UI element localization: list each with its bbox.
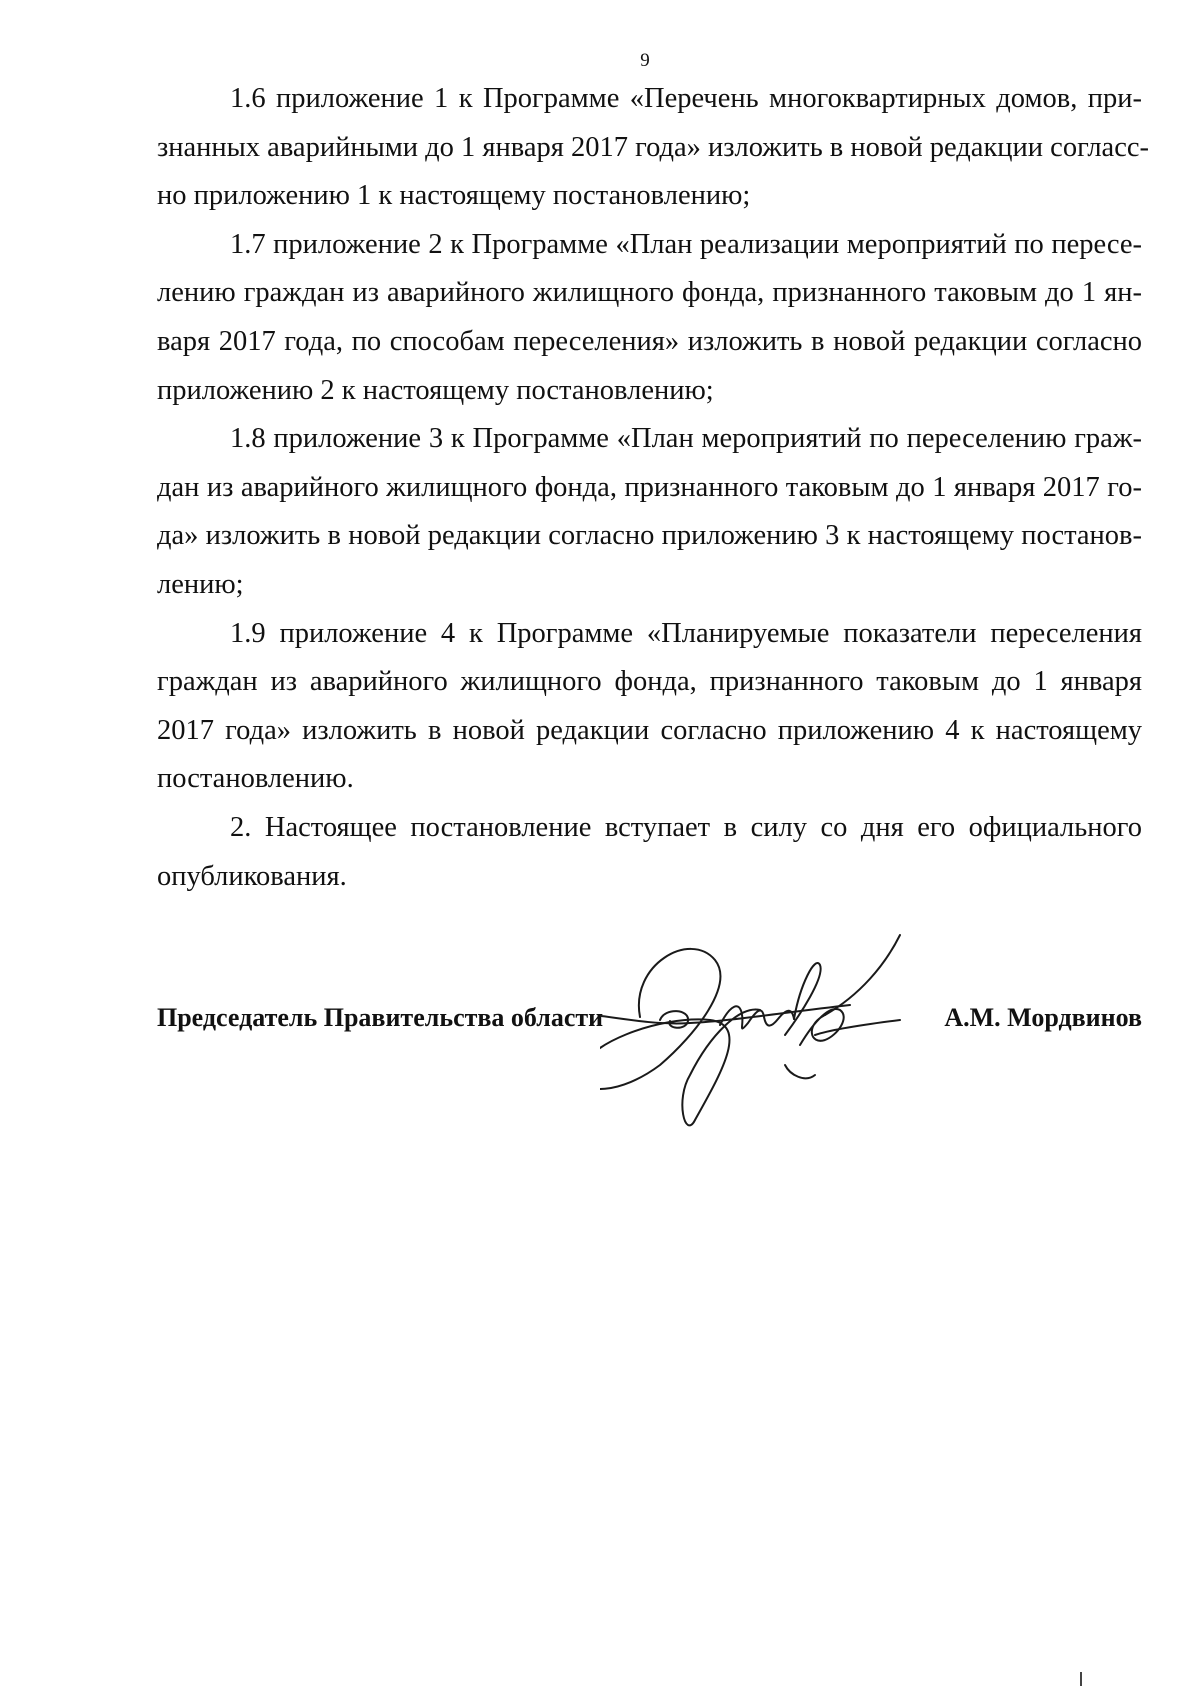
text-line: 1.8 приложение 3 к Программе «План мероприятий по переселению граж- bbox=[230, 423, 1142, 455]
text-line: граждан из аварийного жилищного фонда, признанного таковым до 1 января bbox=[157, 666, 1142, 698]
paragraph-2 bbox=[157, 804, 1142, 901]
text-line: 1.9 приложение 4 к Программе «Планируемые показатели переселения bbox=[230, 617, 1142, 649]
text-line: постановлению. bbox=[157, 763, 354, 795]
paragraph-1-8 bbox=[157, 415, 1142, 609]
signer-name: А.М. Мордвинов bbox=[944, 1003, 1142, 1032]
text-line: лению; bbox=[157, 568, 244, 600]
signer-title: Председатель Правительства области bbox=[157, 1003, 604, 1032]
text-line: 2017 года» изложить в новой редакции согласно приложению 4 к настоящему bbox=[157, 714, 1142, 746]
text-line: да» изложить в новой редакции согласно приложению 3 к настоящему постанов- bbox=[157, 520, 1142, 552]
text-line: дан из аварийного жилищного фонда, признанного таковым до 1 января 2017 го- bbox=[157, 471, 1142, 503]
text-line: знанных аварийными до 1 января 2017 года» изложить в новой редакции согласс- bbox=[157, 131, 1149, 163]
handwritten-signature bbox=[600, 925, 930, 1130]
text-line: 1.7 приложение 2 к Программе «План реализации мероприятий по пересе- bbox=[230, 228, 1142, 260]
text-line: 2. Настоящее постановление вступает в силу со дня его официального bbox=[230, 811, 1142, 843]
text-line: варя 2017 года, по способам переселения» изложить в новой редакции согласно bbox=[157, 325, 1142, 357]
text-line: лению граждан из аварийного жилищного фонда, признанного таковым до 1 ян- bbox=[157, 277, 1142, 309]
paragraph-1-6 bbox=[157, 75, 1149, 221]
paragraph-1-7 bbox=[157, 221, 1142, 415]
scan-mark bbox=[1080, 1672, 1082, 1686]
text-line: 1.6 приложение 1 к Программе «Перечень многоквартирных домов, при- bbox=[230, 83, 1142, 114]
text-line: приложению 2 к настоящему постановлению; bbox=[157, 374, 714, 406]
paragraph-1-9 bbox=[157, 610, 1142, 804]
text-line: опубликования. bbox=[157, 860, 347, 892]
text-line: но приложению 1 к настоящему постановлению; bbox=[157, 180, 751, 212]
document-body bbox=[157, 75, 1149, 901]
page-number: 9 bbox=[640, 50, 650, 71]
